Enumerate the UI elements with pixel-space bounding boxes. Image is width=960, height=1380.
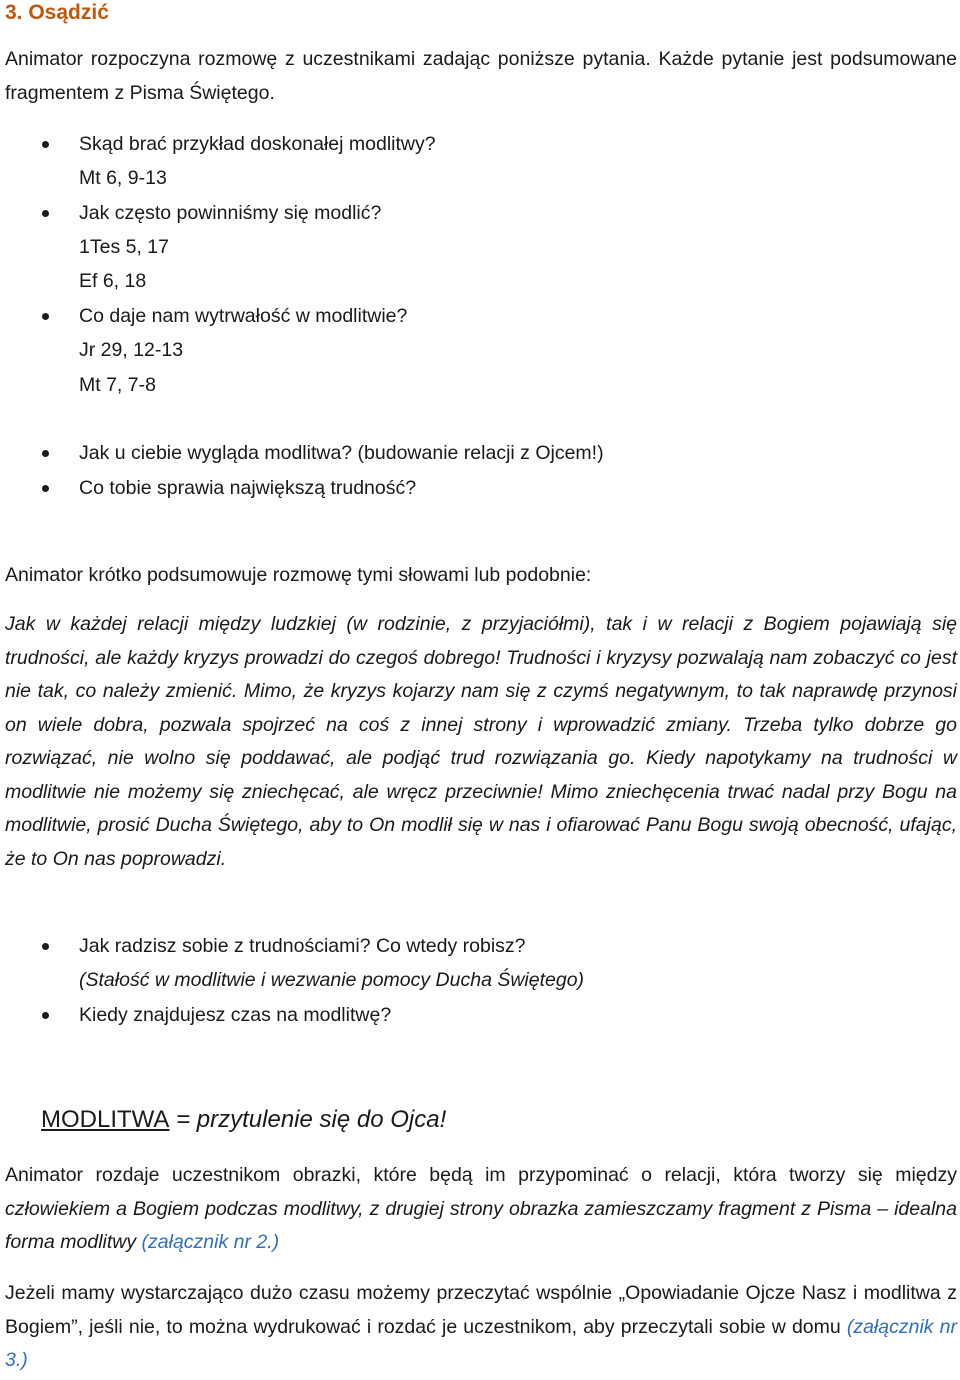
obrazki-text: Animator rozdaje uczestnikom obrazki, które będą im przypominać o relacji, która tworzy się między człowiekiem a Bogiem podczas modlitwy, z drugiej strony obrazka zamieszczamy fragment z Pisma – idealna forma modlitwy xyxy=(5,1164,957,1253)
list-item xyxy=(5,437,957,471)
modlitwa-definition: = przytulenie się do Ojca! xyxy=(169,1106,447,1133)
section-heading: 3. Osądzić xyxy=(5,1,109,24)
list-item xyxy=(5,472,957,506)
question-text: Jak u ciebie wygląda modlitwa? (budowanie relacji z Ojcem!) xyxy=(79,442,604,464)
list-item xyxy=(5,128,957,162)
list-item xyxy=(5,300,957,334)
list-item xyxy=(5,999,957,1033)
modlitwa-word: MODLITWA xyxy=(41,1106,170,1133)
opowiadanie-paragraph xyxy=(5,1277,957,1378)
summary-intro: Animator krótko podsumowuje rozmowę tymi słowami lub podobnie: xyxy=(5,564,592,586)
question-text: Co daje nam wytrwałość w modlitwie? xyxy=(79,305,408,327)
list-item xyxy=(5,197,957,231)
bullet-icon xyxy=(42,485,49,492)
answer-hint: (Stałość w modlitwie i wezwanie pomocy Ducha Świętego) xyxy=(79,969,585,991)
intro-paragraph: Animator rozpoczyna rozmowę z uczestnikami zadając poniższe pytania. Każde pytanie jest podsumowane fragmentem z Pisma Świętego. xyxy=(5,48,957,104)
bullet-icon xyxy=(42,943,49,950)
scripture-reference: 1Tes 5, 17 xyxy=(79,236,169,258)
question-text: Skąd brać przykład doskonałej modlitwy? xyxy=(79,133,436,155)
summary-paragraph: Jak w każdej relacji między ludzkiej (w rodzinie, z przyjaciółmi), tak i w relacji z Bogiem pojawiają się trudności, ale każdy kryzys prowadzi do czegoś dobrego! Trudności i kryzysy pozwalają nam zobaczyć co jest nie tak, co należy zmienić. Mimo, że kryzys kojarzy nam się z czymś negatywnym, to tak naprawdę przynosi on wiele dobra, pozwala spojrzeć na coś z innej strony i wprowadzić zmiany. Trzeba tylko dobrze go rozwiązać, nie wolno się poddawać, ale podjąć trud rozwiązania go. Kiedy napotykamy na trudności w modlitwie nie możemy się zniechęcać, ale wręcz przeciwnie! Mimo zniechęcenia trwać nadal przy Bogu na modlitwie, prosić Ducha Świętego, aby to On modlił się w nas i ofiarować Panu Bogu swoją obecność, ufając, że to On nas poprowadzi. xyxy=(5,613,957,870)
question-text: Jak często powinniśmy się modlić? xyxy=(79,202,382,224)
modlitwa-heading xyxy=(41,1103,446,1137)
scripture-reference: Mt 6, 9-13 xyxy=(79,167,167,189)
question-text: Jak radzisz sobie z trudnościami? Co wtedy robisz? xyxy=(79,935,526,957)
bullet-icon xyxy=(42,313,49,320)
bullet-icon xyxy=(42,450,49,457)
scripture-reference: Jr 29, 12-13 xyxy=(79,339,184,361)
list-item xyxy=(5,930,957,964)
bullet-icon xyxy=(42,141,49,148)
attachment-link-2[interactable]: (załącznik nr 2.) xyxy=(141,1231,280,1253)
question-text: Co tobie sprawia największą trudność? xyxy=(79,477,417,499)
obrazki-paragraph xyxy=(5,1159,957,1260)
bullet-icon xyxy=(42,210,49,217)
opowiadanie-text: Jeżeli mamy wystarczająco dużo czasu możemy przeczytać wspólnie „Opowiadanie Ojcze Nasz i modlitwa z Bogiem”, jeśli nie, to można wydrukować i rozdać je uczestnikom, aby przeczytali sobie w domu xyxy=(5,1282,957,1338)
scripture-reference: Ef 6, 18 xyxy=(79,270,147,292)
bullet-icon xyxy=(42,1012,49,1019)
scripture-reference: Mt 7, 7-8 xyxy=(79,374,156,396)
question-text: Kiedy znajdujesz czas na modlitwę? xyxy=(79,1004,392,1026)
attachment-link-3[interactable]: (załącznik nr 3.) xyxy=(5,1315,957,1371)
